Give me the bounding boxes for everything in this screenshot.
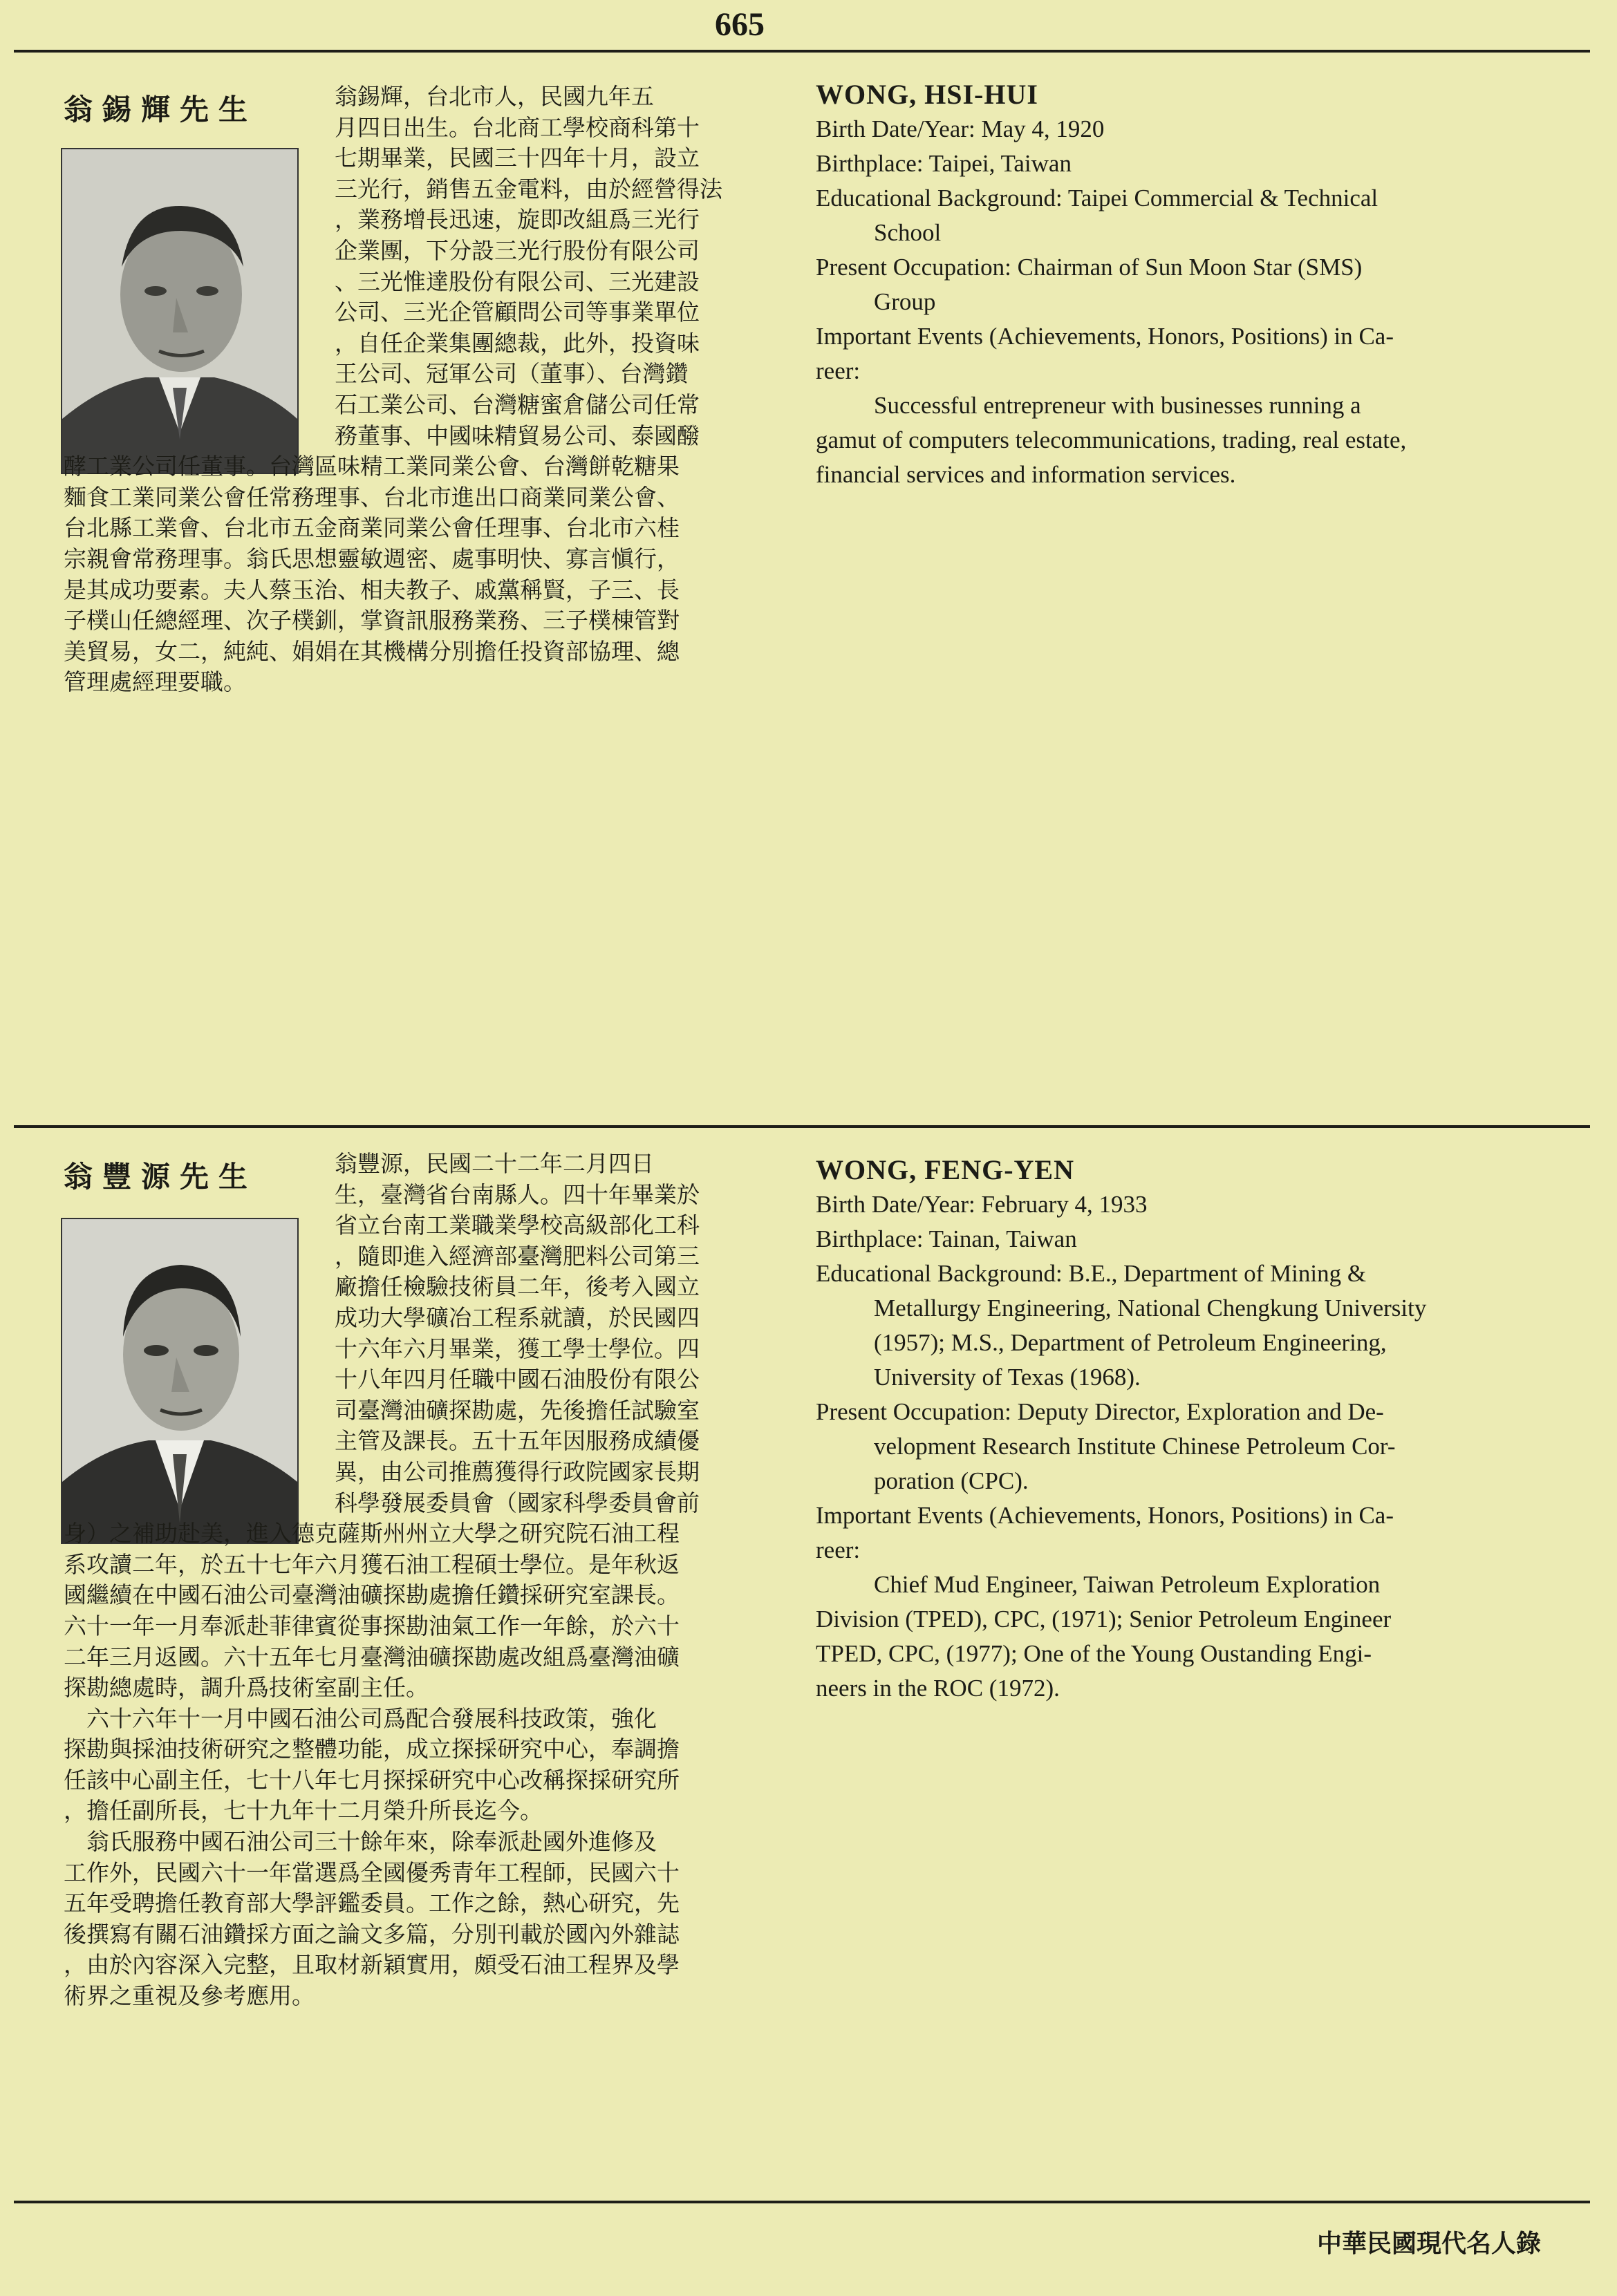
bio-line: 酵工業公司任董事。台灣區味精工業同業公會、台灣餅乾糖果 — [64, 453, 680, 480]
birth-date: Birth Date/Year: February 4, 1933 — [816, 1191, 1148, 1218]
bio-line: 翁豐源，民國二十二年二月四日 — [335, 1150, 654, 1177]
education-cont: University of Texas (1968). — [874, 1364, 1141, 1391]
occupation-cont: Group — [874, 288, 936, 315]
bio-line: 十六年六月畢業，獲工學士學位。四 — [335, 1335, 700, 1362]
bio-line: 五年受聘擔任教育部大學評鑑委員。工作之餘，熱心研究，先 — [64, 1890, 680, 1917]
occupation-cont: velopment Research Institute Chinese Petroleum Cor- — [874, 1433, 1396, 1460]
events-body: Chief Mud Engineer, Taiwan Petroleum Exploration — [874, 1571, 1381, 1598]
events-body: TPED, CPC, (1977); One of the Young Oustanding Engi- — [816, 1640, 1372, 1667]
events-body: Successful entrepreneur with businesses running a — [874, 392, 1361, 419]
events-body: financial services and information services. — [816, 461, 1236, 488]
education-cont: School — [874, 219, 942, 246]
bio-line: 翁錫輝，台北市人，民國九年五 — [335, 83, 654, 110]
bio-line: 主管及課長。五十五年因服務成績優 — [335, 1427, 700, 1455]
page-number: 665 — [715, 6, 765, 43]
occupation-cont: poration (CPC). — [874, 1467, 1029, 1494]
important-events: Important Events (Achievements, Honors, Positions) in Ca- — [816, 1502, 1394, 1529]
bio-line: 司臺灣油礦探勘處，先後擔任試驗室 — [335, 1396, 700, 1424]
bio-line: 管理處經理要職。 — [64, 668, 246, 696]
education: Educational Background: Taipei Commercial & Technical — [816, 185, 1378, 211]
bio-line: 石工業公司、台灣糖蜜倉儲公司任常 — [335, 390, 700, 418]
bio-line: 、三光惟達股份有限公司、三光建設 — [335, 267, 700, 295]
bio-line: 美貿易，女二，純純、娟娟在其機構分別擔任投資部協理、總 — [64, 637, 680, 665]
occupation: Present Occupation: Deputy Director, Exploration and De- — [816, 1398, 1384, 1425]
important-events-cont: reer: — [816, 357, 861, 384]
bio-line: 公司、三光企管顧問公司等事業單位 — [335, 299, 700, 326]
bio-line: 工作外，民國六十一年當選爲全國優秀青年工程師，民國六十 — [64, 1859, 680, 1886]
bio-line: 系攻讀二年，於五十七年六月獲石油工程碩士學位。是年秋返 — [64, 1550, 680, 1578]
bio-line: 探勘總處時，調升爲技術室副主任。 — [64, 1674, 429, 1702]
bio-line: ，業務增長迅速，旋即改組爲三光行 — [335, 206, 700, 234]
events-body: Division (TPED), CPC, (1971); Senior Petroleum Engineer — [816, 1606, 1392, 1632]
bio-line: 術界之重視及參考應用。 — [64, 1982, 315, 2010]
bio-line: 三光行，銷售五金電料，由於經營得法 — [335, 175, 722, 203]
entry-2-english-name: WONG, FENG-YEN — [816, 1154, 1074, 1185]
education-cont: Metallurgy Engineering, National Chengkung University — [874, 1295, 1427, 1321]
top-rule — [14, 50, 1590, 53]
entry-2-chinese-name: 翁豐源先生 — [64, 1160, 258, 1194]
bio-line: 麵食工業同業公會任常務理事、台北市進出口商業同業公會、 — [64, 483, 680, 511]
entry-2-chinese-biography — [64, 1149, 755, 2012]
birthplace: Birthplace: Tainan, Taiwan — [816, 1225, 1077, 1252]
bio-line: 是其成功要素。夫人蔡玉治、相夫教子、戚黨稱賢，子三、長 — [64, 576, 680, 603]
entry-1-chinese-name: 翁錫輝先生 — [64, 93, 258, 126]
bio-line: 企業團，下分設三光行股份有限公司 — [335, 236, 700, 264]
events-body: neers in the ROC (1972). — [816, 1675, 1060, 1702]
important-events-cont: reer: — [816, 1536, 861, 1563]
bio-line: 月四日出生。台北商工學校商科第十 — [335, 113, 700, 141]
birthplace: Birthplace: Taipei, Taiwan — [816, 150, 1072, 177]
bio-line: 七期畢業，民國三十四年十月，設立 — [335, 144, 700, 172]
entry-2-english-biography — [816, 1153, 1535, 1706]
bio-line: ，擔任副所長，七十九年十二月榮升所長迄今。 — [64, 1797, 543, 1825]
bio-line: 國繼續在中國石油公司臺灣油礦探勘處擔任鑽採研究室課長。 — [64, 1581, 680, 1609]
events-body: gamut of computers telecommunications, trading, real estate, — [816, 426, 1407, 453]
education-cont: (1957); M.S., Department of Petroleum Engineering, — [874, 1329, 1387, 1356]
bottom-rule — [14, 2201, 1590, 2203]
bio-line: 廠擔任檢驗技術員二年，後考入國立 — [335, 1273, 700, 1301]
bio-line: 二年三月返國。六十五年七月臺灣油礦探勘處改組爲臺灣油礦 — [64, 1643, 680, 1671]
section-divider — [14, 1125, 1590, 1128]
bio-line: 翁氏服務中國石油公司三十餘年來，除奉派赴國外進修及 — [64, 1828, 657, 1856]
bio-line: 台北縣工業會、台北市五金商業同業公會任理事、台北市六桂 — [64, 514, 680, 542]
bio-line: 六十一年一月奉派赴菲律賓從事探勘油氣工作一年餘，於六十 — [64, 1612, 680, 1639]
bio-line: 成功大學礦冶工程系就讀，於民國四 — [335, 1304, 700, 1331]
birth-date: Birth Date/Year: May 4, 1920 — [816, 115, 1105, 142]
bio-line: 子樸山任總經理、次子樸釧，掌資訊服務業務、三子樸棟管對 — [64, 607, 680, 634]
book-title-footer: 中華民國現代名人錄 — [1316, 2230, 1541, 2258]
education: Educational Background: B.E., Department of Mining & — [816, 1260, 1367, 1287]
bio-line: 科學發展委員會（國家科學委員會前 — [335, 1489, 700, 1516]
bio-line: 十八年四月任職中國石油股份有限公 — [335, 1366, 700, 1393]
bio-line: 身）之補助赴美，進入德克薩斯州州立大學之研究院石油工程 — [64, 1520, 680, 1547]
bio-line: 異，由公司推薦獲得行政院國家長期 — [335, 1458, 700, 1485]
bio-line: 務董事、中國味精貿易公司、泰國醱 — [335, 422, 700, 449]
bio-line: ，隨即進入經濟部臺灣肥料公司第三 — [335, 1242, 700, 1270]
bio-line: ，自任企業集團總裁，此外，投資味 — [335, 329, 700, 357]
bio-line: 探勘與採油技術研究之整體功能，成立探採研究中心，奉調擔 — [64, 1735, 680, 1763]
bio-line: 後撰寫有關石油鑽採方面之論文多篇，分別刊載於國內外雜誌 — [64, 1920, 680, 1948]
bio-line: 六十六年十一月中國石油公司爲配合發展科技政策，強化 — [64, 1704, 657, 1732]
occupation: Present Occupation: Chairman of Sun Moon Star (SMS) — [816, 254, 1363, 281]
bio-line: 王公司、冠軍公司（董事）、台灣鑽 — [335, 360, 689, 388]
entry-1-chinese-biography — [64, 82, 755, 698]
bio-line: 省立台南工業職業學校高級部化工科 — [335, 1212, 700, 1239]
bio-line: ，由於內容深入完整，且取材新穎實用，頗受石油工程界及學 — [64, 1951, 680, 1979]
bio-line: 任該中心副主任，七十八年七月探採研究中心改稱探採研究所 — [64, 1766, 680, 1794]
important-events: Important Events (Achievements, Honors, Positions) in Ca- — [816, 323, 1394, 350]
bio-line: 生，臺灣省台南縣人。四十年畢業於 — [335, 1180, 700, 1208]
entry-1-english-biography — [816, 77, 1535, 492]
bio-line: 宗親會常務理事。翁氏思想靈敏週密、處事明快、寡言愼行， — [64, 545, 680, 572]
entry-1-english-name: WONG, HSI-HUI — [816, 79, 1038, 110]
